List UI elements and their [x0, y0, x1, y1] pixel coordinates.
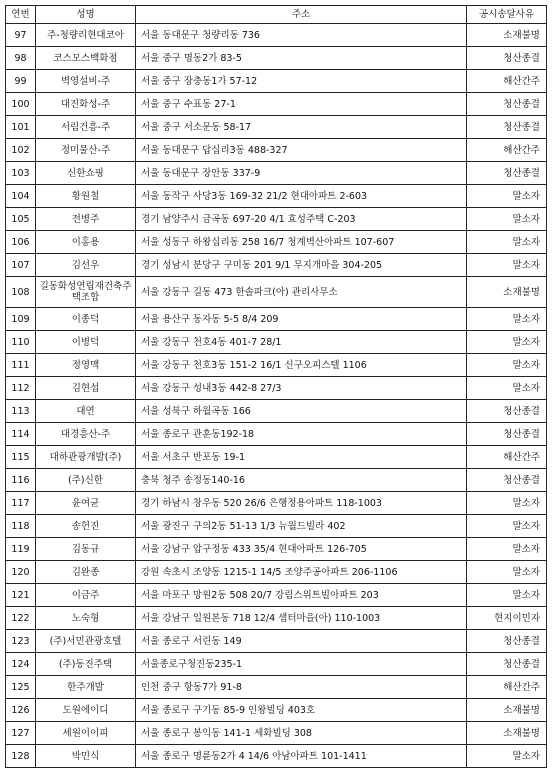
- row-reason: 소재불명: [467, 277, 547, 308]
- row-address: 서울 동작구 사당3동 169-32 21/2 현대아파트 2-603: [136, 185, 467, 208]
- row-name: 정영맥: [36, 354, 136, 377]
- row-reason: 청산종결: [467, 630, 547, 653]
- table-row: [6, 93, 547, 116]
- row-address: 서울 강동구 성내3동 442-8 27/3: [136, 377, 467, 400]
- row-number: 117: [6, 492, 36, 515]
- row-name: 벽영설비-주: [36, 70, 136, 93]
- table-row: [6, 538, 547, 561]
- table-row: [6, 492, 547, 515]
- row-name: 서림건흥-주: [36, 116, 136, 139]
- row-reason: 청산종결: [467, 162, 547, 185]
- row-reason: 말소자: [467, 561, 547, 584]
- row-address: 서울 동대문구 청량리동 736: [136, 24, 467, 47]
- row-number: 107: [6, 254, 36, 277]
- row-name: 황원철: [36, 185, 136, 208]
- table-row: [6, 699, 547, 722]
- row-address: 서울 강동구 천호3동 151-2 16/1 신구오피스텔 1106: [136, 354, 467, 377]
- table-body: [6, 24, 547, 768]
- row-number: 110: [6, 331, 36, 354]
- row-name: 김현섭: [36, 377, 136, 400]
- row-reason: 해산간주: [467, 446, 547, 469]
- row-address: 서울 강동구 천호4동 401-7 28/1: [136, 331, 467, 354]
- row-address: 서울 강남구 압구정동 433 35/4 현대아파트 126-705: [136, 538, 467, 561]
- row-number: 106: [6, 231, 36, 254]
- table-row: [6, 354, 547, 377]
- row-name: 전병주: [36, 208, 136, 231]
- row-reason: 말소자: [467, 745, 547, 768]
- row-number: 99: [6, 70, 36, 93]
- table-row: [6, 630, 547, 653]
- table-row: [6, 116, 547, 139]
- row-reason: 말소자: [467, 331, 547, 354]
- row-name: 김선우: [36, 254, 136, 277]
- notice-table: [5, 5, 547, 768]
- row-name: (주)동진주택: [36, 653, 136, 676]
- row-number: 121: [6, 584, 36, 607]
- row-number: 124: [6, 653, 36, 676]
- table-row: [6, 139, 547, 162]
- table-row: [6, 400, 547, 423]
- row-name: 대경흥산-주: [36, 423, 136, 446]
- row-name: 길동화성연립재건축주택조합: [36, 277, 136, 308]
- row-reason: 말소자: [467, 584, 547, 607]
- row-address: 서울 종로구 구기동 85-9 인왕빌딩 403호: [136, 699, 467, 722]
- row-reason: 청산종결: [467, 469, 547, 492]
- row-address: 서울 중구 서소문동 58-17: [136, 116, 467, 139]
- row-reason: 청산종결: [467, 116, 547, 139]
- table-row: [6, 308, 547, 331]
- row-number: 122: [6, 607, 36, 630]
- table-row: [6, 24, 547, 47]
- row-name: 신한쇼핑: [36, 162, 136, 185]
- header-address: 주소: [136, 6, 467, 24]
- row-reason: 말소자: [467, 254, 547, 277]
- row-reason: 말소자: [467, 308, 547, 331]
- row-address: 서울 성북구 하월곡동 166: [136, 400, 467, 423]
- row-address: 서울 광진구 구의2동 51-13 1/3 뉴월드빌라 402: [136, 515, 467, 538]
- row-address: 서울 강동구 길동 473 한솔파크(아) 관리사무소: [136, 277, 467, 308]
- row-address: 서울 서초구 반포동 19-1: [136, 446, 467, 469]
- row-name: 이병덕: [36, 331, 136, 354]
- table-row: [6, 254, 547, 277]
- table-row: [6, 446, 547, 469]
- row-reason: 말소자: [467, 538, 547, 561]
- row-number: 112: [6, 377, 36, 400]
- row-number: 127: [6, 722, 36, 745]
- row-name: 도원에이디: [36, 699, 136, 722]
- row-address: 인천 중구 항동7가 91-8: [136, 676, 467, 699]
- table-row: [6, 377, 547, 400]
- table-row: [6, 162, 547, 185]
- row-reason: 말소자: [467, 377, 547, 400]
- table-row: [6, 423, 547, 446]
- table-row: [6, 47, 547, 70]
- row-name: 이홍용: [36, 231, 136, 254]
- row-address: 경기 하남시 창우동 520 26/6 은행정용아파트 118-1003: [136, 492, 467, 515]
- table-row: [6, 208, 547, 231]
- row-name: 노숙형: [36, 607, 136, 630]
- row-address: 서울 종로구 봉익동 141-1 세화빌딩 308: [136, 722, 467, 745]
- header-number: 연번: [6, 6, 36, 24]
- row-name: 윤여균: [36, 492, 136, 515]
- row-address: 서울 동대문구 장안동 337-9: [136, 162, 467, 185]
- row-address: 서울 종로구 관훈동192-18: [136, 423, 467, 446]
- row-name: (주)신한: [36, 469, 136, 492]
- row-name: 정미물산-주: [36, 139, 136, 162]
- row-address: 서울종로구청진동235-1: [136, 653, 467, 676]
- table-row: [6, 745, 547, 768]
- row-address: 서울 중구 장충동1가 57-12: [136, 70, 467, 93]
- row-name: 박민식: [36, 745, 136, 768]
- table-row: [6, 469, 547, 492]
- row-address: 서울 중구 수표동 27-1: [136, 93, 467, 116]
- row-number: 118: [6, 515, 36, 538]
- row-reason: 청산종결: [467, 423, 547, 446]
- row-name: 세원이이피: [36, 722, 136, 745]
- row-number: 115: [6, 446, 36, 469]
- row-reason: 청산종결: [467, 47, 547, 70]
- row-name: 이종덕: [36, 308, 136, 331]
- row-address: 서울 종로구 서린동 149: [136, 630, 467, 653]
- row-number: 113: [6, 400, 36, 423]
- table-header-row: [6, 6, 547, 24]
- row-number: 116: [6, 469, 36, 492]
- table-row: [6, 70, 547, 93]
- table-row: [6, 607, 547, 630]
- row-reason: 소재불명: [467, 24, 547, 47]
- row-address: 충북 청주 송정동140-16: [136, 469, 467, 492]
- row-reason: 말소자: [467, 185, 547, 208]
- table-row: [6, 653, 547, 676]
- row-number: 98: [6, 47, 36, 70]
- row-reason: 청산종결: [467, 93, 547, 116]
- row-reason: 현지이민자: [467, 607, 547, 630]
- row-reason: 말소자: [467, 515, 547, 538]
- row-number: 119: [6, 538, 36, 561]
- row-reason: 소재불명: [467, 699, 547, 722]
- row-number: 101: [6, 116, 36, 139]
- row-number: 111: [6, 354, 36, 377]
- row-number: 123: [6, 630, 36, 653]
- row-reason: 해산간주: [467, 676, 547, 699]
- row-address: 경기 성남시 분당구 구미동 201 9/1 무지개마을 304-205: [136, 254, 467, 277]
- row-reason: 해산간주: [467, 139, 547, 162]
- row-number: 109: [6, 308, 36, 331]
- row-number: 125: [6, 676, 36, 699]
- row-name: 이금주: [36, 584, 136, 607]
- table-row: [6, 515, 547, 538]
- row-address: 서울 마포구 망원2동 508 20/7 강림스위트빌아파트 203: [136, 584, 467, 607]
- row-reason: 말소자: [467, 354, 547, 377]
- row-address: 경기 남양주시 금곡동 697-20 4/1 효성주택 C-203: [136, 208, 467, 231]
- table-row: [6, 676, 547, 699]
- table-row: [6, 561, 547, 584]
- row-address: 서울 용산구 동자동 5-5 8/4 209: [136, 308, 467, 331]
- row-number: 103: [6, 162, 36, 185]
- row-name: 김동규: [36, 538, 136, 561]
- table-row: [6, 722, 547, 745]
- row-reason: 해산간주: [467, 70, 547, 93]
- row-name: 대하관광개발(주): [36, 446, 136, 469]
- row-number: 120: [6, 561, 36, 584]
- row-number: 105: [6, 208, 36, 231]
- row-name: 한주개발: [36, 676, 136, 699]
- row-number: 126: [6, 699, 36, 722]
- row-address: 강원 속초시 조양동 1215-1 14/5 조양주공아파트 206-1106: [136, 561, 467, 584]
- row-reason: 말소자: [467, 492, 547, 515]
- row-address: 서울 동대문구 답십리3동 488-327: [136, 139, 467, 162]
- row-address: 서울 중구 명동2가 83-5: [136, 47, 467, 70]
- row-number: 104: [6, 185, 36, 208]
- table-row: [6, 277, 547, 308]
- row-number: 108: [6, 277, 36, 308]
- header-name: 성명: [36, 6, 136, 24]
- row-name: 대진화성-주: [36, 93, 136, 116]
- row-name: (주)서민관광호텔: [36, 630, 136, 653]
- row-number: 114: [6, 423, 36, 446]
- row-number: 100: [6, 93, 36, 116]
- row-address: 서울 강남구 일원본동 718 12/4 샘터마을(아) 110-1003: [136, 607, 467, 630]
- row-number: 97: [6, 24, 36, 47]
- table-row: [6, 584, 547, 607]
- row-name: 대연: [36, 400, 136, 423]
- row-number: 102: [6, 139, 36, 162]
- row-reason: 청산종결: [467, 400, 547, 423]
- row-address: 서울 종로구 명륜동2가 4 14/6 아남아파트 101-1411: [136, 745, 467, 768]
- row-name: 송헌진: [36, 515, 136, 538]
- table-row: [6, 331, 547, 354]
- row-reason: 말소자: [467, 208, 547, 231]
- row-name: 코스모스백화점: [36, 47, 136, 70]
- row-name: 주-청량리현대코아: [36, 24, 136, 47]
- row-reason: 소재불명: [467, 722, 547, 745]
- row-reason: 말소자: [467, 231, 547, 254]
- header-reason: 공시송달사유: [467, 6, 547, 24]
- row-name: 김완종: [36, 561, 136, 584]
- table-row: [6, 231, 547, 254]
- document-page: [5, 5, 547, 768]
- row-reason: 청산종결: [467, 653, 547, 676]
- table-row: [6, 185, 547, 208]
- row-address: 서울 성동구 하왕십리동 258 16/7 청계벽산아파트 107-607: [136, 231, 467, 254]
- row-number: 128: [6, 745, 36, 768]
